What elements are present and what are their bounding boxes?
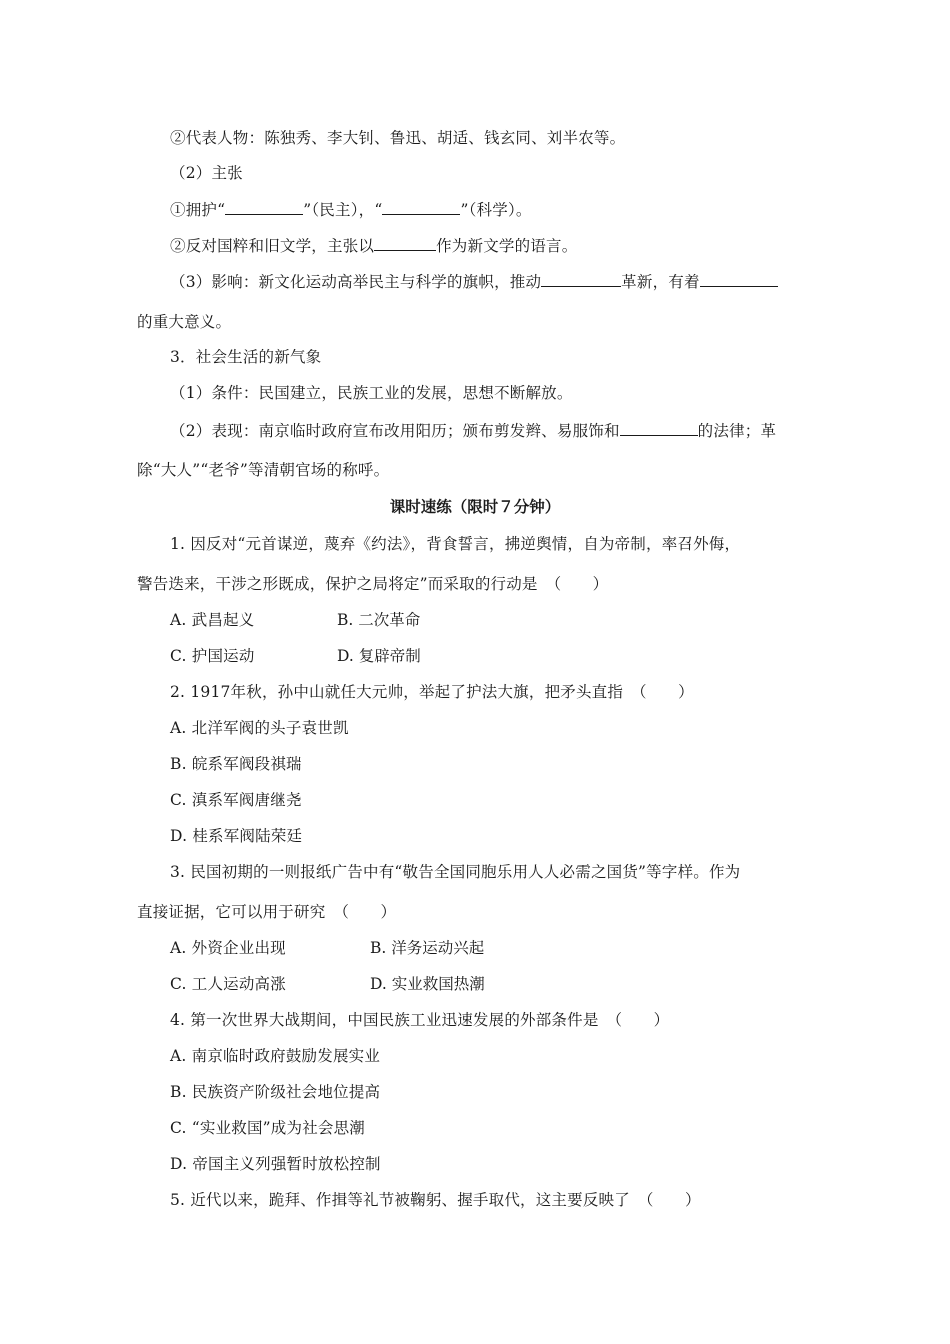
text-segment: （3）影响：新文化运动高举民主与科学的旗帜，推动 — [170, 273, 542, 291]
text-line: （1）条件：民国建立，民族工业的发展，思想不断解放。 — [170, 384, 573, 402]
answer-option: B. 皖系军阀段祺瑞 — [170, 755, 302, 773]
text-line — [170, 235, 577, 256]
answer-option: B. 民族资产阶级社会地位提高 — [170, 1083, 381, 1101]
answer-option: A. 南京临时政府鼓励发展实业 — [170, 1047, 381, 1065]
answer-option: C. 护国运动 — [170, 647, 255, 665]
question-text: 1. 因反对“元首谋逆，蔑弃《约法》，背食誓言，拂逆舆情，自为帝制，率召外侮， — [170, 535, 741, 553]
answer-option: C. “实业救国”成为社会思潮 — [170, 1119, 366, 1137]
text-segment: ①拥护“ — [170, 201, 226, 219]
text-line — [170, 420, 776, 441]
text-line: 3．社会生活的新气象 — [170, 348, 322, 366]
fill-blank — [541, 271, 621, 287]
answer-option: D. 复辟帝制 — [337, 647, 421, 665]
question-text: 4. 第一次世界大战期间，中国民族工业迅速发展的外部条件是 （ ） — [170, 1011, 670, 1029]
fill-blank — [620, 420, 698, 436]
answer-option: C. 工人运动高涨 — [170, 975, 286, 993]
text-line — [170, 271, 778, 292]
answer-option: A. 武昌起义 — [170, 611, 255, 629]
section-title: 课时速练（限时７分钟） — [389, 497, 561, 516]
answer-option: D. 帝国主义列强暂时放松控制 — [170, 1155, 381, 1173]
question-text: 3. 民国初期的一则报纸广告中有“敬告全国同胞乐用人人必需之国货”等字样。作为 — [170, 863, 741, 881]
question-text: 警告迭来，干涉之形既成，保护之局将定”而采取的行动是 （ ） — [137, 575, 609, 593]
text-line: 的重大意义。 — [137, 313, 232, 331]
text-segment: 作为新文学的语言。 — [436, 237, 578, 255]
text-line: （2）主张 — [170, 164, 243, 182]
text-segment: （2）表现：南京临时政府宣布改用阳历；颁布剪发辫、易服饰和 — [170, 422, 620, 440]
answer-option: D. 实业救国热潮 — [370, 975, 485, 993]
answer-option: A. 北洋军阀的头子袁世凯 — [170, 719, 349, 737]
fill-blank — [374, 235, 436, 251]
answer-option: C. 滇系军阀唐继尧 — [170, 791, 302, 809]
question-text: 5. 近代以来，跪拜、作揖等礼节被鞠躬、握手取代，这主要反映了 （ ） — [170, 1191, 701, 1209]
text-segment: 革新，有着 — [621, 273, 700, 291]
text-line: 除“大人”“老爷”等清朝官场的称呼。 — [137, 461, 390, 479]
answer-option: A. 外资企业出现 — [170, 939, 286, 957]
text-segment: ”（民主），“ — [303, 201, 383, 219]
text-segment: ②反对国粹和旧文学，主张以 — [170, 237, 375, 255]
text-segment: ”（科学）。 — [460, 201, 532, 219]
text-line: ②代表人物：陈独秀、李大钊、鲁迅、胡适、钱玄同、刘半农等。 — [170, 129, 626, 147]
answer-option: B. 洋务运动兴起 — [370, 939, 485, 957]
fill-blank — [382, 199, 460, 215]
fill-blank — [225, 199, 303, 215]
text-line — [170, 199, 532, 220]
answer-option: B. 二次革命 — [337, 611, 421, 629]
question-text: 直接证据，它可以用于研究 （ ） — [137, 903, 397, 921]
fill-blank — [700, 271, 778, 287]
answer-option: D. 桂系军阀陆荣廷 — [170, 827, 303, 845]
question-text: 2. 1917年秋，孙中山就任大元帅，举起了护法大旗，把矛头直指 （ ） — [170, 683, 694, 701]
text-segment: 的法律；革 — [697, 422, 777, 440]
